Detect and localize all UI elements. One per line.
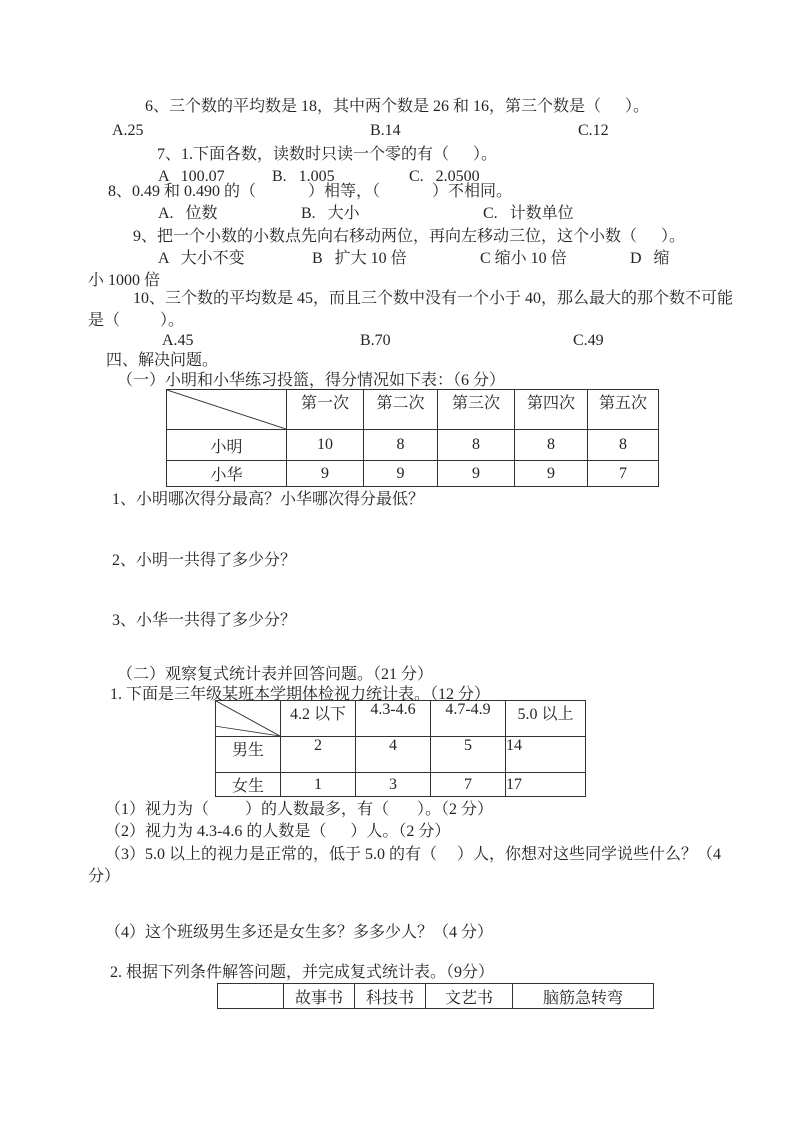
table-header: 第二次: [364, 390, 438, 430]
diagonal-header-cell: [216, 701, 281, 737]
table-header: 4.7-4.9: [431, 701, 506, 737]
row-label: 女生: [216, 773, 281, 797]
table-header: 故事书: [284, 984, 355, 1009]
question-10-options: [0, 331, 793, 351]
diagonal-divider: [167, 390, 286, 429]
option-b: B.14: [370, 122, 401, 139]
question-9-options: [0, 249, 793, 269]
table-cell: 8: [588, 430, 659, 461]
table-cell: 8: [515, 430, 588, 461]
question-6-text: 6、三个数的平均数是 18，其中两个数是 26 和 16，第三个数是（ ）。: [145, 98, 650, 115]
part-1-question-3: 3、小华一共得了多少分？: [112, 612, 297, 629]
table-row: [167, 461, 659, 487]
table-cell: 3: [356, 773, 431, 797]
table-cell: 7: [431, 773, 506, 797]
scores-table: [166, 389, 659, 487]
table-cell: 1: [281, 773, 356, 797]
option-a: A 大小不变: [158, 250, 245, 267]
option-b: B 扩大 10 倍: [312, 250, 407, 267]
option-b: B. 1.005: [272, 168, 335, 185]
table-header: 文艺书: [426, 984, 513, 1009]
table-cell: 17: [506, 773, 586, 797]
option-d: D 缩: [630, 250, 670, 267]
row-label: 小华: [167, 461, 287, 487]
table-cell: 10: [287, 430, 364, 461]
table-header: 第五次: [588, 390, 659, 430]
table-cell: 8: [438, 430, 515, 461]
part-1-intro: （一）小明和小华练习投篮，得分情况如下表：（6 分）: [117, 372, 506, 389]
table-cell: 5: [431, 737, 506, 773]
table-row: [216, 737, 586, 773]
part-1-question-2: 2、小明一共得了多少分？: [112, 552, 297, 569]
table-cell: 9: [438, 461, 515, 487]
table-row: [167, 430, 659, 461]
table-cell: 4: [356, 737, 431, 773]
table-cell: 2: [281, 737, 356, 773]
table-row: [216, 773, 586, 797]
option-c: C. 计数单位: [483, 205, 574, 222]
table-header: 第一次: [287, 390, 364, 430]
option-b: B. 大小: [301, 205, 360, 222]
option-c: C. 2.0500: [409, 168, 480, 185]
table-cell: 9: [364, 461, 438, 487]
books-table: [217, 983, 654, 1009]
table-cell: 9: [287, 461, 364, 487]
section-4-title: 四、解决问题。: [106, 352, 219, 369]
question-9-text: 9、把一个小数的小数点先向右移动两位，再向左移动三位，这个小数（ ）。: [133, 228, 686, 245]
option-b: B.70: [360, 332, 391, 349]
table-header: 科技书: [355, 984, 426, 1009]
table-header: 第三次: [438, 390, 515, 430]
row-label: 男生: [216, 737, 281, 773]
empty-corner-cell: [218, 984, 284, 1009]
table-cell: 8: [364, 430, 438, 461]
table-cell: 14: [506, 737, 586, 773]
option-a: A 100.07: [158, 168, 225, 185]
part-2-q2-intro: 2. 根据下列条件解答问题，并完成复式统计表。（9分）: [110, 964, 495, 981]
option-a: A.25: [112, 122, 144, 139]
vision-table: [215, 700, 586, 797]
part-1-question-1: 1、小明哪次得分最高？小华哪次得分最低？: [112, 491, 425, 508]
question-9-wrap: 小 1000 倍: [88, 272, 161, 289]
part-2-sub-4: （4）这个班级男生多还是女生多？多多少人？（4 分）: [105, 924, 494, 941]
option-c: C.49: [573, 332, 604, 349]
part-2-sub-1: （1）视力为（ ）的人数最多，有（ ）。（2 分）: [105, 801, 494, 818]
row-label: 小明: [167, 430, 287, 461]
diagonal-divider: [216, 701, 280, 736]
question-10-wrap: 是（ ）。: [88, 312, 185, 329]
question-8-text: 8、0.49 和 0.490 的（ ）相等，（ ）不相同。: [108, 183, 513, 200]
option-c: C.12: [578, 122, 609, 139]
part-2-q1-intro: 1. 下面是三年级某班本学期体检视力统计表。（12 分）: [110, 686, 491, 703]
question-8-options: [0, 204, 793, 224]
option-c: C 缩小 10 倍: [480, 250, 567, 267]
part-2-intro: （二）观察复式统计表并回答问题。（21 分）: [117, 666, 434, 683]
question-10-text: 10、三个数的平均数是 45，而且三个数中没有一个小于 40，那么最大的那个数不可能: [133, 290, 734, 307]
option-a: A. 位数: [158, 205, 218, 222]
table-header: 第四次: [515, 390, 588, 430]
table-cell: 9: [515, 461, 588, 487]
table-header: 4.2 以下: [281, 701, 356, 737]
table-header: 脑筋急转弯: [513, 984, 654, 1009]
question-6-options: [0, 121, 793, 141]
table-header: 5.0 以上: [506, 701, 586, 737]
table-cell: 7: [588, 461, 659, 487]
diagonal-header-cell: [167, 390, 287, 430]
question-7-text: 7、1.下面各数，读数时只读一个零的有（ ）。: [157, 146, 498, 163]
part-2-sub-3: （3）5.0 以上的视力是正常的，低于 5.0 的有（ ）人，你想对这些同学说些什么？（4: [105, 846, 722, 863]
option-a: A.45: [162, 332, 194, 349]
part-2-sub-2: （2）视力为 4.3-4.6 的人数是（ ）人。（2 分）: [105, 823, 451, 840]
part-2-sub-3-wrap: 分）: [88, 868, 121, 885]
table-header: 4.3-4.6: [356, 701, 431, 737]
